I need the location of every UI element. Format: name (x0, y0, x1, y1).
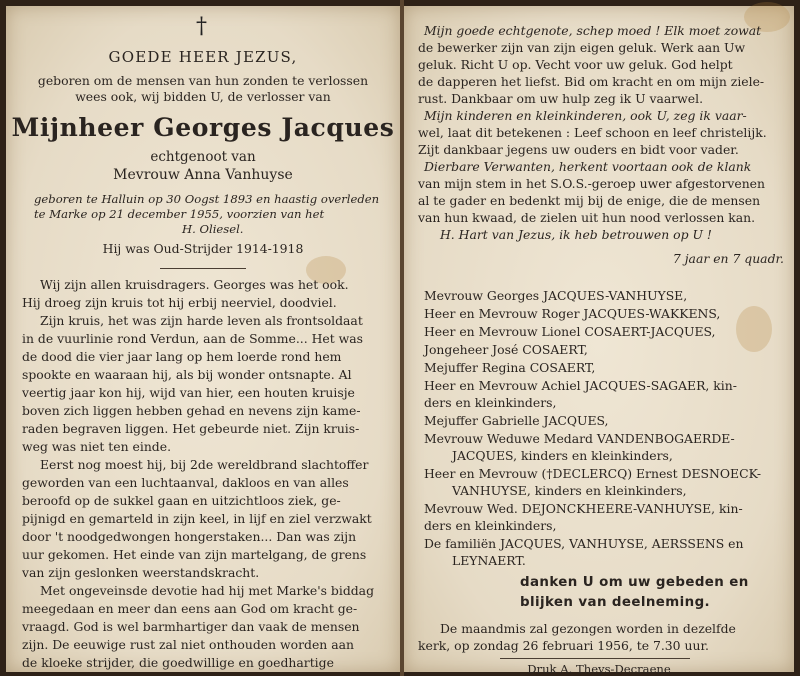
eulogy-line: meegedaan en meer dan eens aan God om kracht ge- (22, 601, 358, 616)
farewell-line: Mijn goede echtgenote, schep moed ! Elk moet zowat (424, 23, 762, 38)
farewell-line: van hun kwaad, de zielen uit hun nood verlossen kan. (418, 210, 756, 225)
farewell-line: Zijt dankbaar jegens uw ouders en bidt voor vader. (418, 142, 739, 157)
invocation-heading: GOEDE HEER JEZUS, (108, 48, 298, 66)
eulogy-line: raden begraven liggen. Het gebeurde niet. Zijn kruis- (22, 421, 360, 436)
deceased-name: Mijnheer Georges Jacques (11, 113, 395, 142)
farewell-line: wel, laat dit betekenen : Leef schoon en leef christelijk. (418, 125, 767, 140)
eulogy-line: door 't noodgedwongen hongerstaken... Dan was zijn (22, 529, 357, 544)
eulogy-line: Met ongeveinsde devotie had hij met Marke's biddag (40, 583, 374, 598)
veteran-note: Hij was Oud-Strijder 1914-1918 (102, 241, 304, 256)
mass-announcement: kerk, op zondag 26 februari 1956, te 7.30 uur. (418, 638, 709, 653)
family-line: ders en kleinkinders, (424, 395, 557, 410)
eulogy-line: Eerst nog moest hij, bij 2de wereldbrand slachtoffer (40, 457, 369, 472)
eulogy-line: boven zich liggen hebben gehad en nevens zijn kame- (22, 403, 361, 418)
family-line: Mevrouw Georges JACQUES-VANHUYSE, (424, 288, 688, 303)
family-line: Mevrouw Weduwe Medard VANDENBOGAERDE- (424, 431, 735, 446)
family-line: De familiën JACQUES, VANHUYSE, AERSSENS en (424, 536, 744, 551)
invocation-line: wees ook, wij bidden U, de verlosser van (75, 89, 331, 104)
farewell-line: Mijn kinderen en kleinkinderen, ook U, zeg ik vaar- (424, 108, 747, 123)
right-page (404, 6, 794, 676)
eulogy-line: van zijn geslonken weerstandskracht. (22, 565, 260, 580)
birth-death-line: H. Oliesel. (182, 222, 244, 236)
mass-announcement: De maandmis zal gezongen worden in dezelfde (440, 621, 736, 636)
family-line: Heer en Mevrouw Roger JACQUES-WAKKENS, (424, 306, 721, 321)
eulogy-line: Wij zijn allen kruisdragers. Georges was het ook. (40, 277, 349, 292)
eulogy-line: in de vuurlinie rond Verdun, aan de Somme... Het was (22, 331, 364, 346)
family-line: ders en kleinkinders, (424, 518, 557, 533)
left-page (6, 6, 400, 672)
family-line: Heer en Mevrouw Lionel COSAERT-JACQUES, (424, 324, 716, 339)
family-line: Mejuffer Gabrielle JACQUES, (424, 413, 609, 428)
eulogy-line: beroofd op de sukkel gaan en uitzichtloos ziek, ge- (22, 493, 341, 508)
eulogy-line: veertig jaar kon hij, wijd van hier, een houten kruisje (22, 385, 355, 400)
invocation-line: geboren om de mensen van hun zonden te verlossen (37, 73, 369, 88)
farewell-line: de dapperen het liefst. Bid om kracht en om mijn ziele- (418, 74, 765, 89)
thanks-line: blijken van deelneming. (520, 595, 711, 610)
cross-icon: † (196, 14, 207, 39)
eulogy-line: Zijn kruis, het was zijn harde leven als frontsoldaat (40, 313, 363, 328)
family-line: Mevrouw Wed. DEJONCKHEERE-VANHUYSE, kin- (424, 501, 743, 516)
farewell-line: Dierbare Verwanten, herkent voortaan ook de klank (424, 159, 752, 174)
spouse-name: Mevrouw Anna Vanhuyse (113, 167, 293, 183)
divider (160, 268, 246, 269)
farewell-line: geluk. Richt U op. Vecht voor uw geluk. God helpt (418, 57, 733, 72)
birth-death-line: te Marke op 21 december 1955, voorzien van het (34, 207, 325, 221)
eulogy-line: zijn. De eeuwige rust zal niet onthouden worden aan (22, 637, 354, 652)
eulogy-line: geworden van een luchtaanval, dakloos en van alles (22, 475, 349, 490)
paper-stain (736, 306, 772, 352)
eulogy-line: de dood die vier jaar lang op hem loerde rond hem (22, 349, 342, 364)
printer-credit: Druk A. Theys-Decraene (527, 662, 671, 676)
farewell-line: van mijn stem in het S.O.S.-geroep uwer afgestorvenen (418, 176, 765, 191)
eulogy-line: vraagd. God is wel barmhartiger dan vaak de mensen (22, 619, 360, 634)
spouse-intro: echtgenoot van (150, 149, 256, 165)
family-line: Mejuffer Regina COSAERT, (424, 360, 596, 375)
eulogy-line: de kloeke strijder, die goedwillige en goedhartige (22, 655, 334, 670)
eulogy-line: spookte en waaraan hij, als bij wonder ontsnapte. Al (22, 367, 352, 382)
family-line: Heer en Mevrouw Achiel JACQUES-SAGAER, kin- (424, 378, 737, 393)
eulogy-line: weg was niet ten einde. (22, 439, 172, 454)
divider (500, 658, 690, 659)
family-line: Heer en Mevrouw (†DECLERCQ) Ernest DESNOECK- (424, 466, 762, 481)
eulogy-line: pijnigd en gemarteld in zijn keel, in lijf en ziel verzwakt (22, 511, 372, 526)
farewell-line: rust. Dankbaar om uw hulp zeg ik U vaarwel. (418, 91, 704, 106)
farewell-line: al te gader en bedenkt mij bij de enige, die de mensen (418, 193, 761, 208)
thanks-line: danken U om uw gebeden en (520, 575, 749, 590)
eulogy-line: uur gekomen. Het einde van zijn martelgang, de grens (22, 547, 367, 562)
farewell-line: de bewerker zijn van zijn eigen geluk. Werk aan Uw (418, 40, 746, 55)
farewell-line: H. Hart van Jezus, ik heb betrouwen op U ! (440, 227, 712, 242)
family-line: VANHUYSE, kinders en kleinkinders, (452, 483, 687, 498)
family-line: Jongeheer José COSAERT, (424, 342, 588, 357)
family-line: LEYNAERT. (452, 553, 526, 568)
family-line: JACQUES, kinders en kleinkinders, (452, 448, 673, 463)
indulgence-note: 7 jaar en 7 quadr. (672, 251, 784, 266)
eulogy-line: Hij droeg zijn kruis tot hij erbij neerviel, doodviel. (22, 295, 337, 310)
birth-death-line: geboren te Halluin op 30 Oogst 1893 en haastig overleden (34, 192, 380, 206)
